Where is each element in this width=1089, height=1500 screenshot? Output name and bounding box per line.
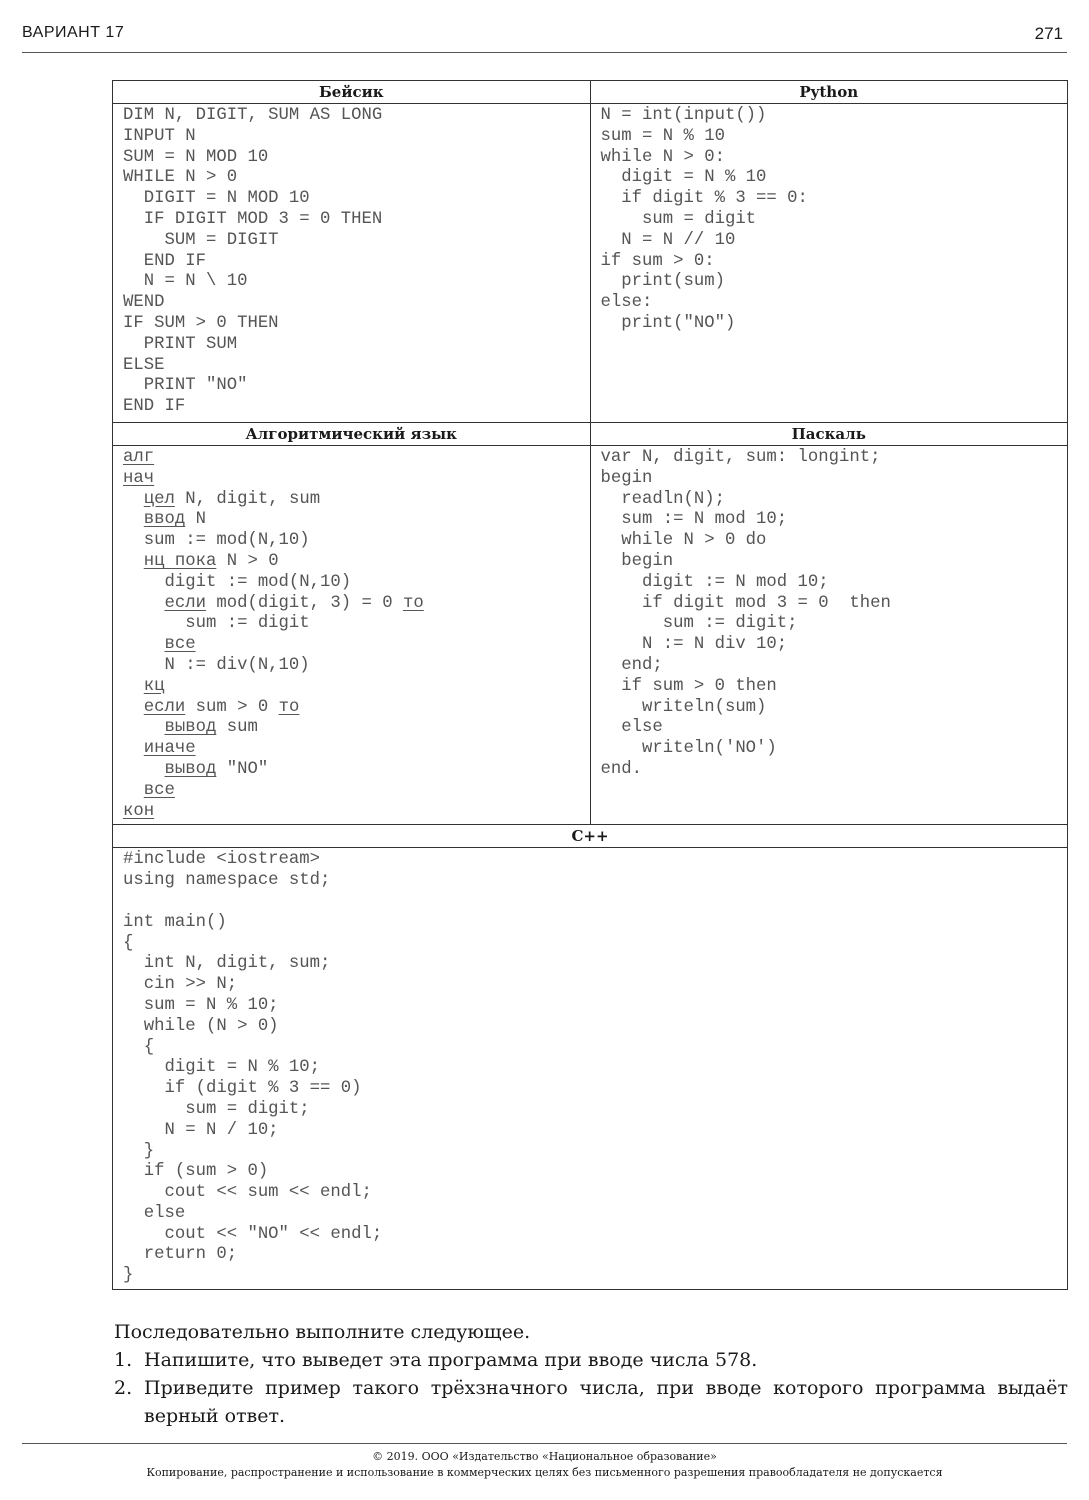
copyright-line: © 2019. ООО «Издательство «Национальное образование» — [372, 1450, 717, 1463]
algorithmic-line: нц пока N > 0 — [143, 551, 279, 571]
algorithmic-line: если sum > 0 то — [143, 697, 300, 717]
algorithmic-line — [123, 781, 175, 800]
task-text: Напишите, что выведет эта программа при вводе числа 578. — [144, 1349, 758, 1371]
keyword: то — [403, 593, 424, 613]
keyword: алг — [123, 448, 155, 467]
cpp-cell — [113, 848, 1068, 1290]
basic-code: DIM N, DIGIT, SUM AS LONG INPUT N SUM = N MOD 10 WHILE N > 0 DIGIT = N MOD 10 IF DIGIT MOD 3 = 0 THEN SUM = DIGIT END IF N = N \ 10 WEND IF SUM > 0 THEN PRINT SUM ELSE PRINT "NO" END IF — [123, 106, 383, 417]
keyword: вывод — [164, 718, 217, 738]
copyright-notice: Копирование, распространение и использование в коммерческих целях без письменного разрешения правообладателя не допускается — [146, 1466, 943, 1479]
algorithmic-line — [123, 677, 165, 696]
header-divider — [22, 52, 1067, 53]
algorithmic-line — [123, 469, 154, 488]
pascal-header: Паскаль — [590, 423, 1068, 446]
algorithmic-line — [123, 739, 196, 758]
algorithmic-line: digit := mod(N,10) — [123, 572, 352, 592]
algorithmic-cell — [113, 446, 591, 825]
task-text: Приведите пример такого трёхзначного числа, при вводе которого программа выдаёт верный ответ. — [144, 1377, 1068, 1427]
variant-label: ВАРИАНТ 17 — [22, 24, 125, 41]
algorithmic-line: ввод N — [143, 510, 206, 530]
algorithmic-line: если mod(digit, 3) = 0 то — [164, 593, 424, 613]
keyword: если — [164, 593, 206, 613]
keyword: кон — [123, 801, 155, 821]
algorithmic-line: вывод sum — [164, 718, 258, 738]
basic-header: Бейсик — [113, 81, 591, 104]
python-header: Python — [590, 81, 1068, 104]
algorithmic-code — [123, 448, 580, 822]
keyword: нач — [123, 468, 155, 488]
keyword: все — [143, 780, 175, 800]
algorithmic-line — [123, 635, 196, 654]
task-item — [114, 1346, 1068, 1374]
task-block — [114, 1318, 1068, 1430]
algorithmic-line: sum := digit — [123, 614, 310, 634]
algorithmic-line — [123, 802, 154, 821]
task-item — [114, 1374, 1068, 1430]
keyword: цел — [143, 489, 175, 509]
footer-divider — [22, 1443, 1067, 1444]
keyword: кц — [143, 676, 165, 696]
python-cell — [590, 104, 1068, 423]
python-code: N = int(input()) sum = N % 10 while N > 0: digit = N % 10 if digit % 3 == 0: sum = digit N = N // 10 if sum > 0: print(sum) else: print("NO") — [600, 106, 808, 333]
keyword: иначе — [143, 739, 196, 759]
keyword: если — [143, 697, 186, 717]
cpp-header: C++ — [113, 825, 1068, 848]
task-number: 2. — [114, 1377, 133, 1399]
keyword: ввод — [143, 510, 186, 530]
algorithmic-line: цел N, digit, sum — [143, 489, 321, 509]
algorithmic-line: вывод "NO" — [164, 759, 269, 779]
page-number: 271 — [1034, 24, 1063, 43]
algorithmic-line — [123, 448, 154, 467]
algorithmic-line: sum := mod(N,10) — [123, 531, 310, 551]
pascal-cell — [590, 446, 1068, 825]
algorithmic-line: N := div(N,10) — [123, 655, 310, 675]
task-intro: Последовательно выполните следующее. — [114, 1321, 531, 1343]
keyword: то — [278, 697, 300, 717]
cpp-code: #include <iostream> using namespace std; int main() { int N, digit, sum; cin >> N; sum = N % 10; while (N > 0) { digit = N % 10; if (digit % 3 == 0) sum = digit; N = N / 10; } if (sum > 0) cout << sum << endl; else cout << "NO" << endl; return 0; } — [123, 850, 383, 1286]
keyword: нц пока — [143, 551, 217, 571]
keyword: вывод — [164, 759, 217, 779]
keyword: все — [164, 635, 196, 655]
code-table — [112, 80, 1068, 1290]
task-number: 1. — [114, 1349, 133, 1371]
basic-cell — [113, 104, 591, 423]
algorithmic-header: Алгоритмический язык — [113, 423, 591, 446]
pascal-code: var N, digit, sum: longint; begin readln(N); sum := N mod 10; while N > 0 do begin digit := N mod 10; if digit mod 3 = 0 then sum := digit; N := N div 10; end; if sum > 0 then writeln(sum) else writeln('NO') end. — [600, 448, 891, 779]
